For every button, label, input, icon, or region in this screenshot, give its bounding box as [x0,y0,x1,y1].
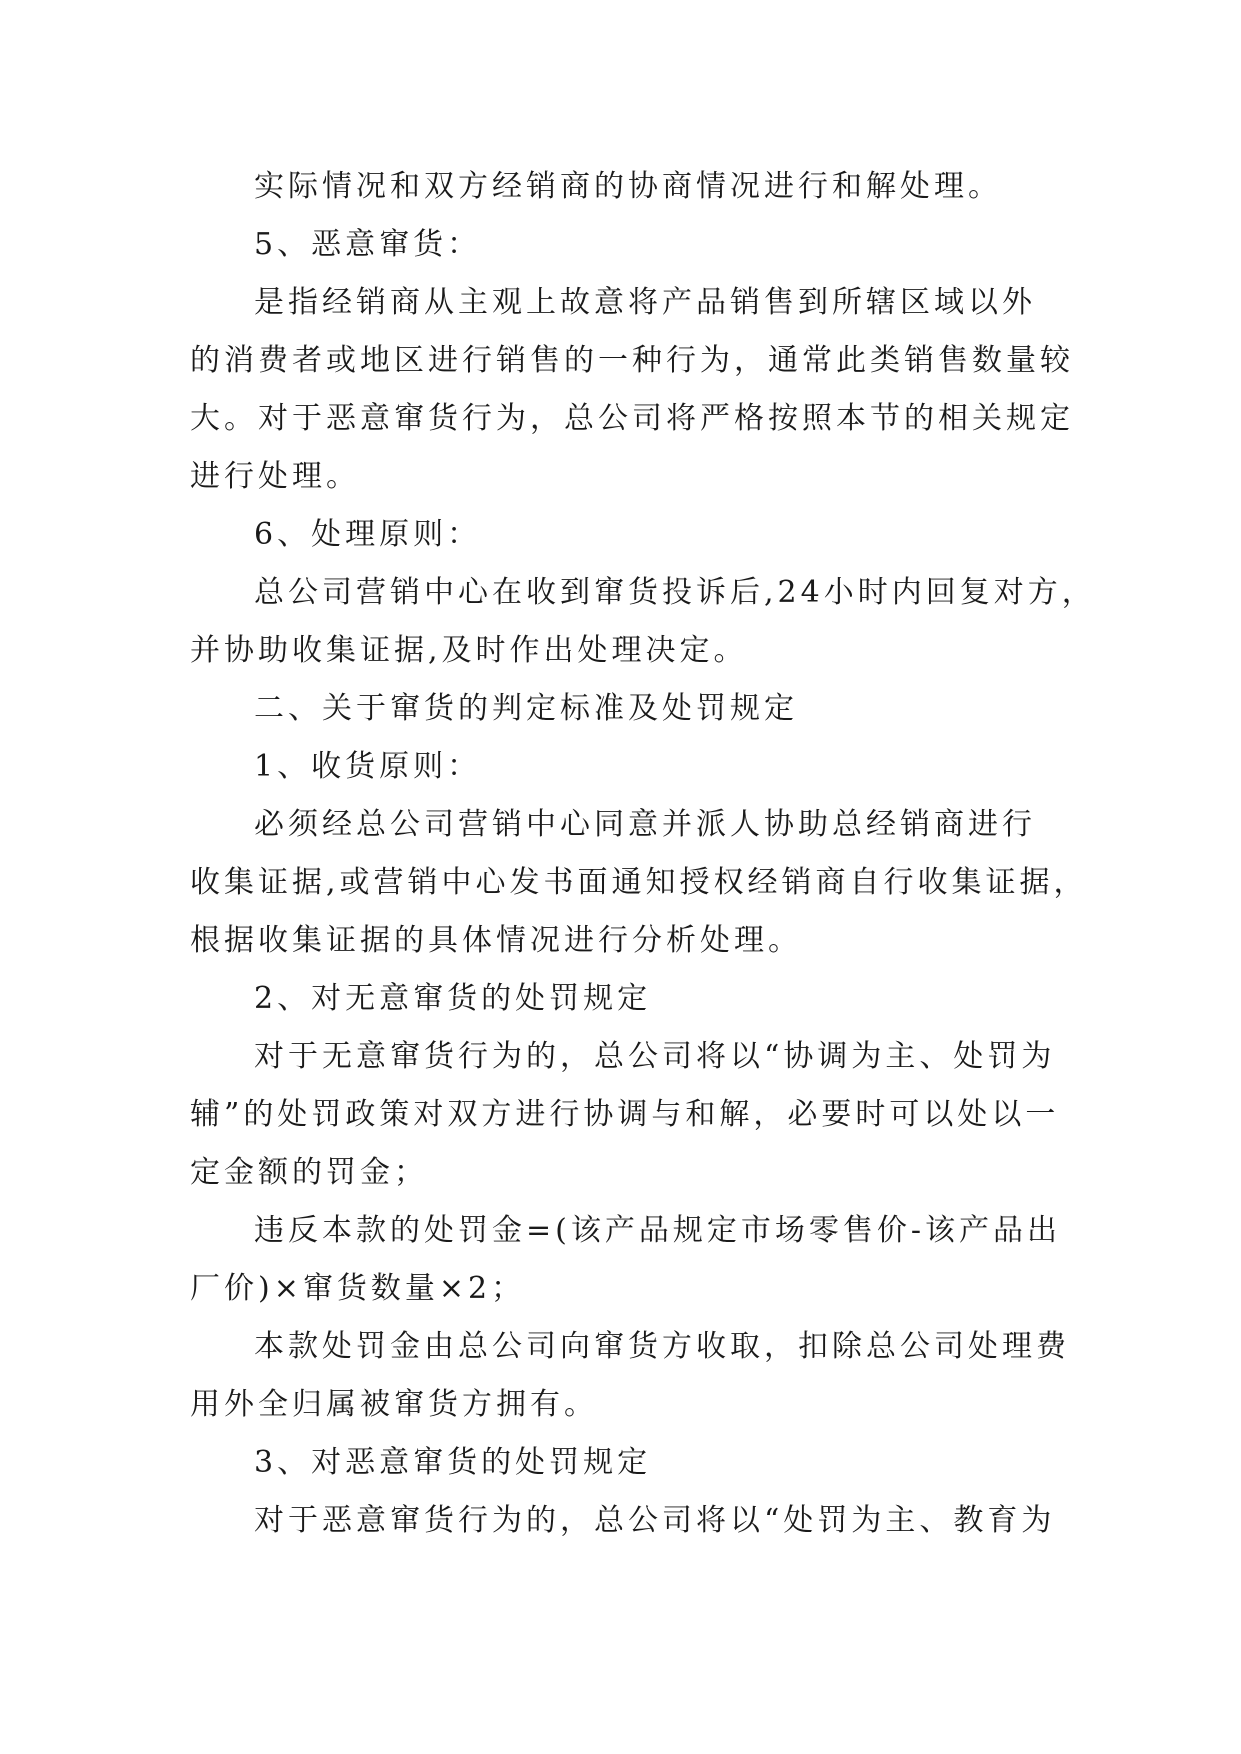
formula-line: 违反本款的处罚金=(该产品规定市场零售价-该产品出 [254,1213,1061,1248]
paragraph-line: 总公司营销中心在收到窜货投诉后,24小时内回复对方， [254,575,1096,610]
paragraph-line: 收集证据,或营销中心发书面通知授权经销商自行收集证据， [190,865,1088,900]
section-heading: 5、恶意窜货： [254,227,482,262]
paragraph-line: 根据收集证据的具体情况进行分析处理。 [190,923,802,958]
section-heading: 2、对无意窜货的处罚规定 [254,981,652,1016]
paragraph-line: 对于无意窜货行为的，总公司将以“协调为主、处罚为 [254,1039,1056,1074]
section-heading: 6、处理原则： [254,517,482,552]
paragraph-line: 用外全归属被窜货方拥有。 [190,1387,598,1422]
paragraph-line: 大。对于恶意窜货行为，总公司将严格按照本节的相关规定 [190,401,1074,436]
formula-line: 厂价)×窜货数量×2； [190,1271,526,1306]
paragraph-line: 实际情况和双方经销商的协商情况进行和解处理。 [254,169,1002,204]
document-body [190,158,1096,1550]
paragraph-line: 必须经总公司营销中心同意并派人协助总经销商进行 [254,807,1036,842]
paragraph-line: 是指经销商从主观上故意将产品销售到所辖区域以外 [254,285,1036,320]
paragraph-line: 并协助收集证据,及时作出处理决定。 [190,633,748,668]
paragraph-line: 辅”的处罚政策对双方进行协调与和解，必要时可以处以一 [190,1097,1060,1132]
paragraph-line: 本款处罚金由总公司向窜货方收取，扣除总公司处理费 [254,1329,1070,1364]
section-heading: 3、对恶意窜货的处罚规定 [254,1445,652,1480]
paragraph-line: 定金额的罚金； [190,1155,428,1190]
paragraph-line: 对于恶意窜货行为的，总公司将以“处罚为主、教育为 [254,1503,1056,1538]
paragraph-line: 的消费者或地区进行销售的一种行为，通常此类销售数量较 [190,343,1074,378]
paragraph-line: 进行处理。 [190,459,360,494]
section-heading: 1、收货原则： [254,749,482,784]
chapter-heading: 二、关于窜货的判定标准及处罚规定 [254,691,798,726]
